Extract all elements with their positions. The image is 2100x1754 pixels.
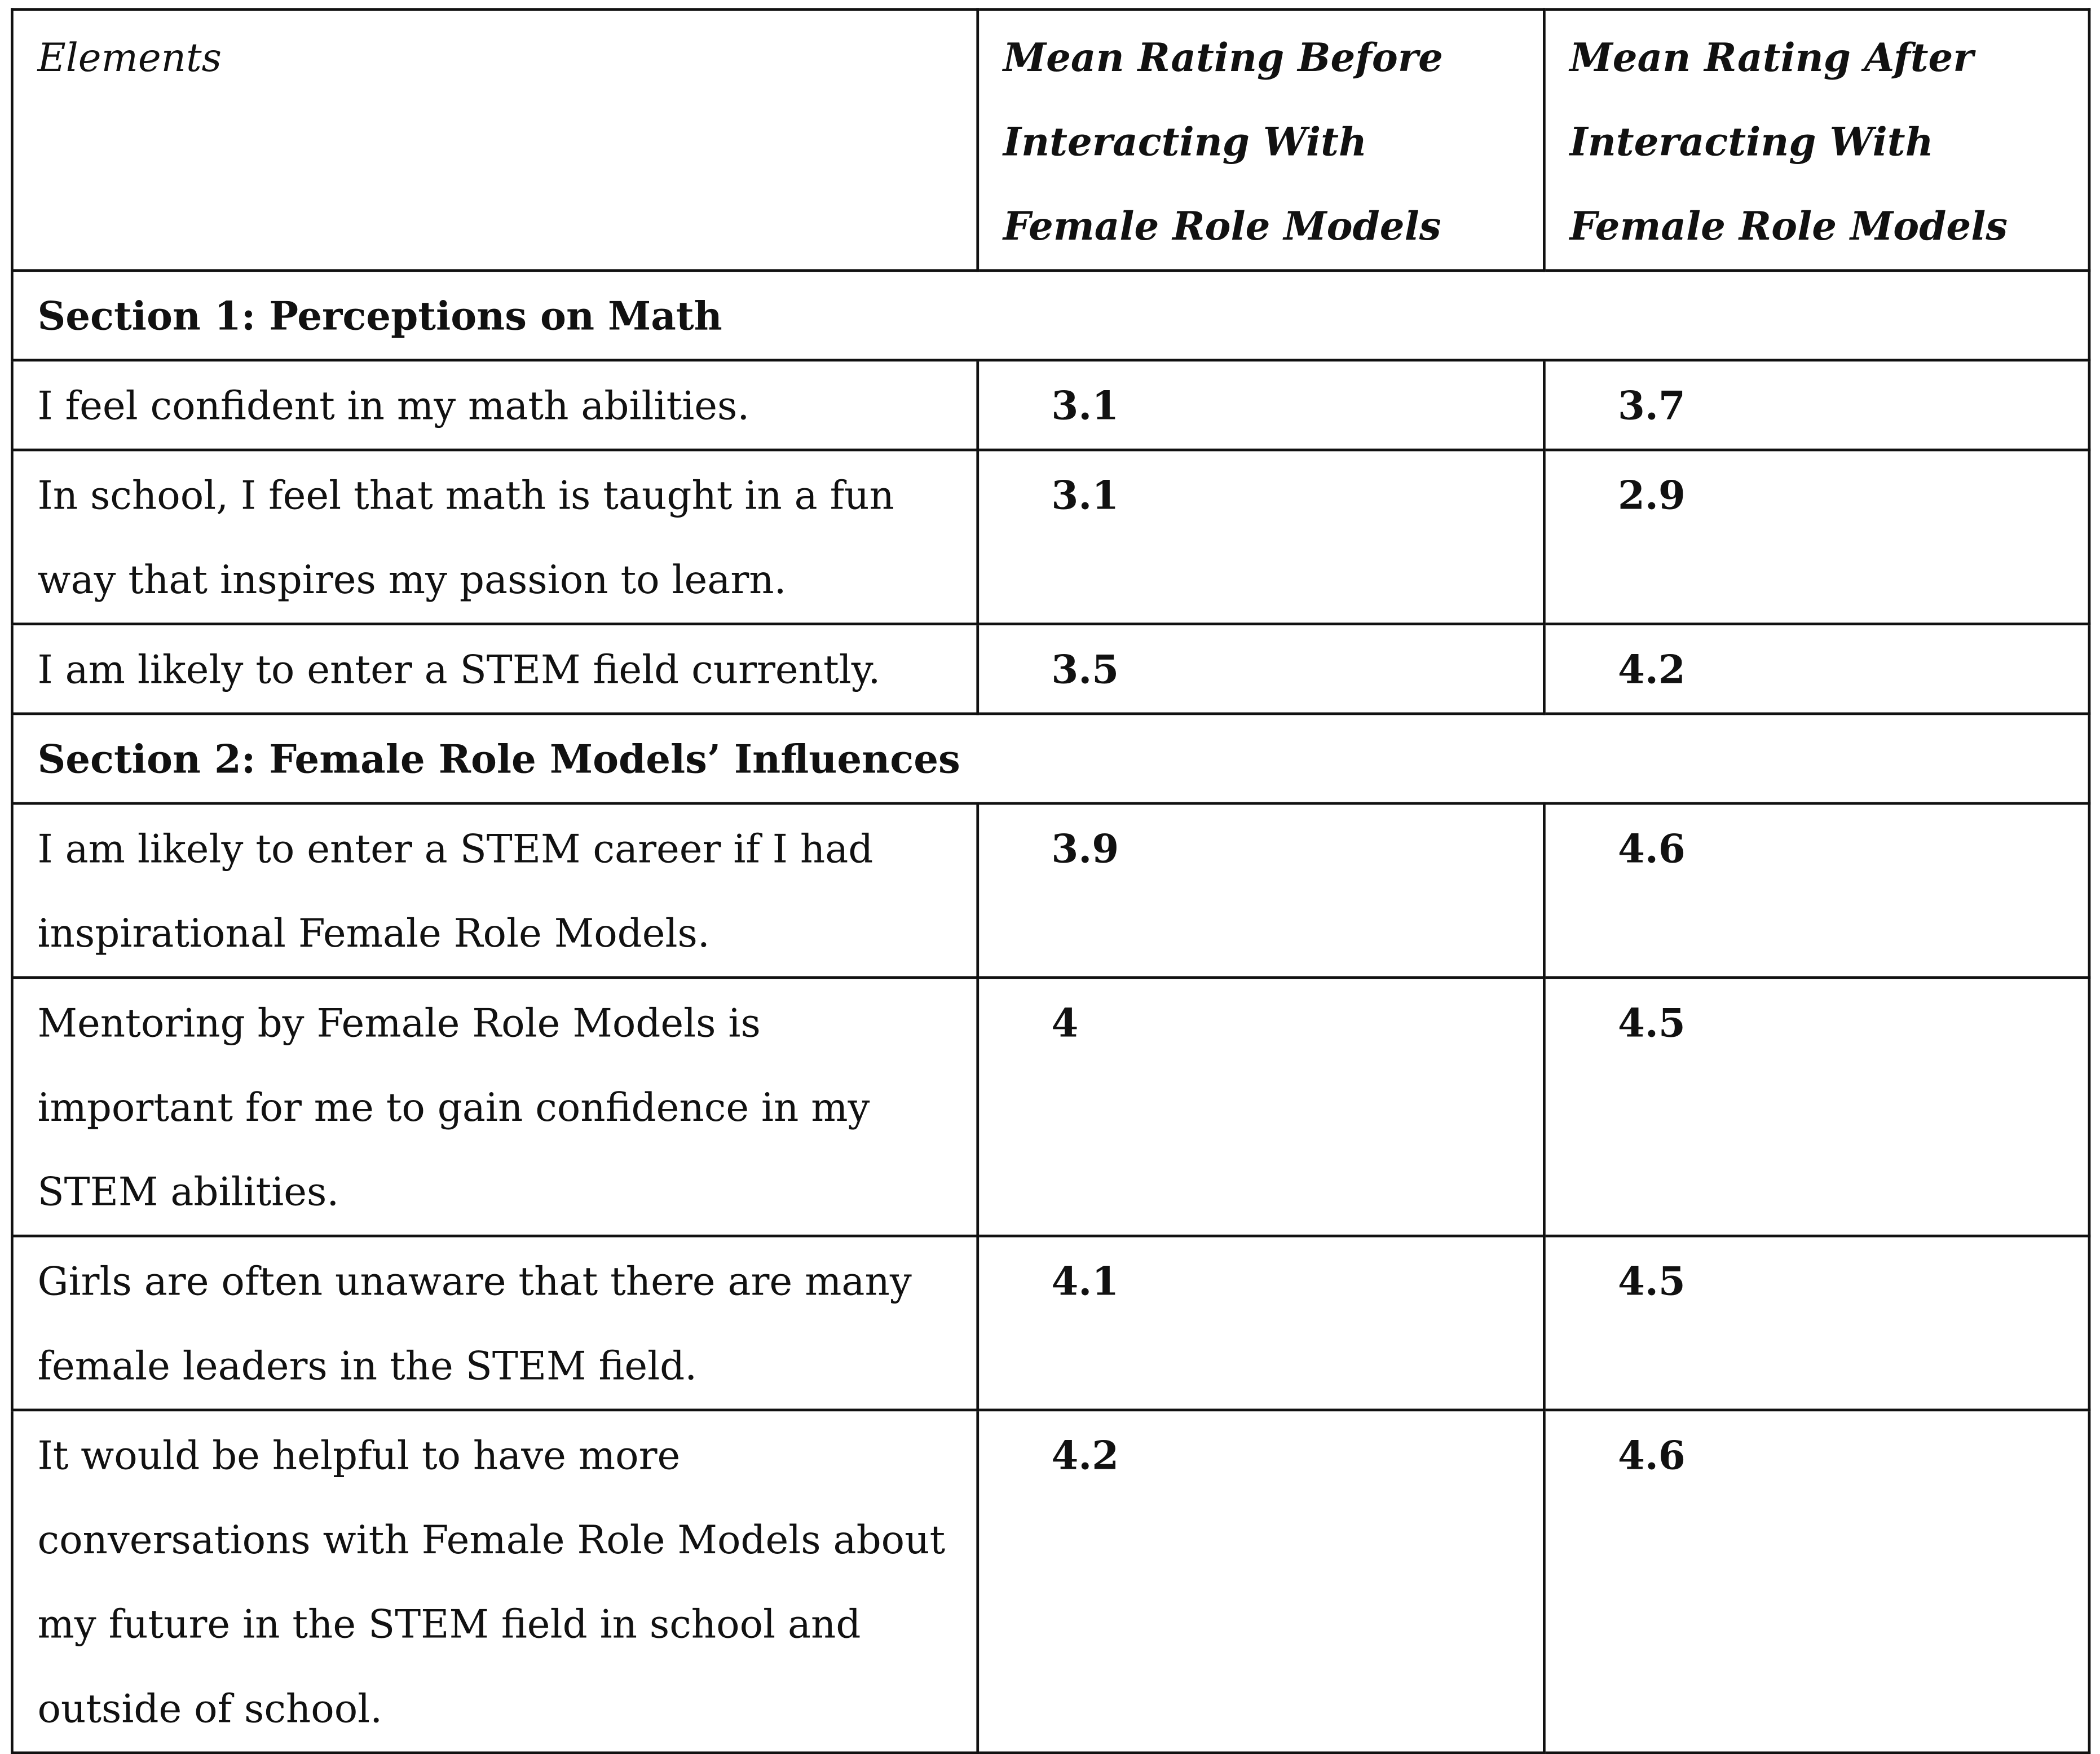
table-row (12, 360, 2089, 450)
after-value-cell: 3.7 (1544, 360, 2089, 450)
table-header-row (12, 10, 2089, 271)
after-value-cell: 4.2 (1544, 624, 2089, 714)
after-value-cell: 4.5 (1544, 978, 2089, 1236)
element-cell: I am likely to enter a STEM field currently. (12, 624, 977, 714)
element-cell: Mentoring by Female Role Models is important for me to gain confidence in my STEM abilities. (12, 978, 977, 1236)
table-row (12, 1236, 2089, 1410)
element-cell: It would be helpful to have more conversations with Female Role Models about my future in the STEM field in school and outside of school. (12, 1410, 977, 1753)
before-value-cell: 3.9 (978, 803, 1545, 978)
element-cell: I am likely to enter a STEM career if I had inspirational Female Role Models. (12, 803, 977, 978)
after-value-cell: 2.9 (1544, 450, 2089, 624)
element-cell: Girls are often unaware that there are many female leaders in the STEM field. (12, 1236, 977, 1410)
before-value-cell: 4 (978, 978, 1545, 1236)
before-value-cell: 3.5 (978, 624, 1545, 714)
header-elements: Elements (12, 10, 977, 271)
header-mean-before: Mean Rating Before Interacting With Female Role Models (978, 10, 1545, 271)
table-row (12, 803, 2089, 978)
after-value-cell: 4.6 (1544, 1410, 2089, 1753)
before-value-cell: 4.2 (978, 1410, 1545, 1753)
table-row (12, 624, 2089, 714)
table-row (12, 450, 2089, 624)
table-row (12, 1410, 2089, 1753)
header-mean-after: Mean Rating After Interacting With Female Role Models (1544, 10, 2089, 271)
section-title: Section 1: Perceptions on Math (12, 271, 2089, 360)
section-header-row (12, 714, 2089, 803)
table-row (12, 978, 2089, 1236)
after-value-cell: 4.5 (1544, 1236, 2089, 1410)
section-title: Section 2: Female Role Models’ Influences (12, 714, 2089, 803)
section-header-row (12, 271, 2089, 360)
before-value-cell: 3.1 (978, 450, 1545, 624)
element-cell: In school, I feel that math is taught in a fun way that inspires my passion to learn. (12, 450, 977, 624)
element-cell: I feel confident in my math abilities. (12, 360, 977, 450)
before-value-cell: 3.1 (978, 360, 1545, 450)
survey-ratings-table (11, 8, 2090, 1754)
before-value-cell: 4.1 (978, 1236, 1545, 1410)
after-value-cell: 4.6 (1544, 803, 2089, 978)
